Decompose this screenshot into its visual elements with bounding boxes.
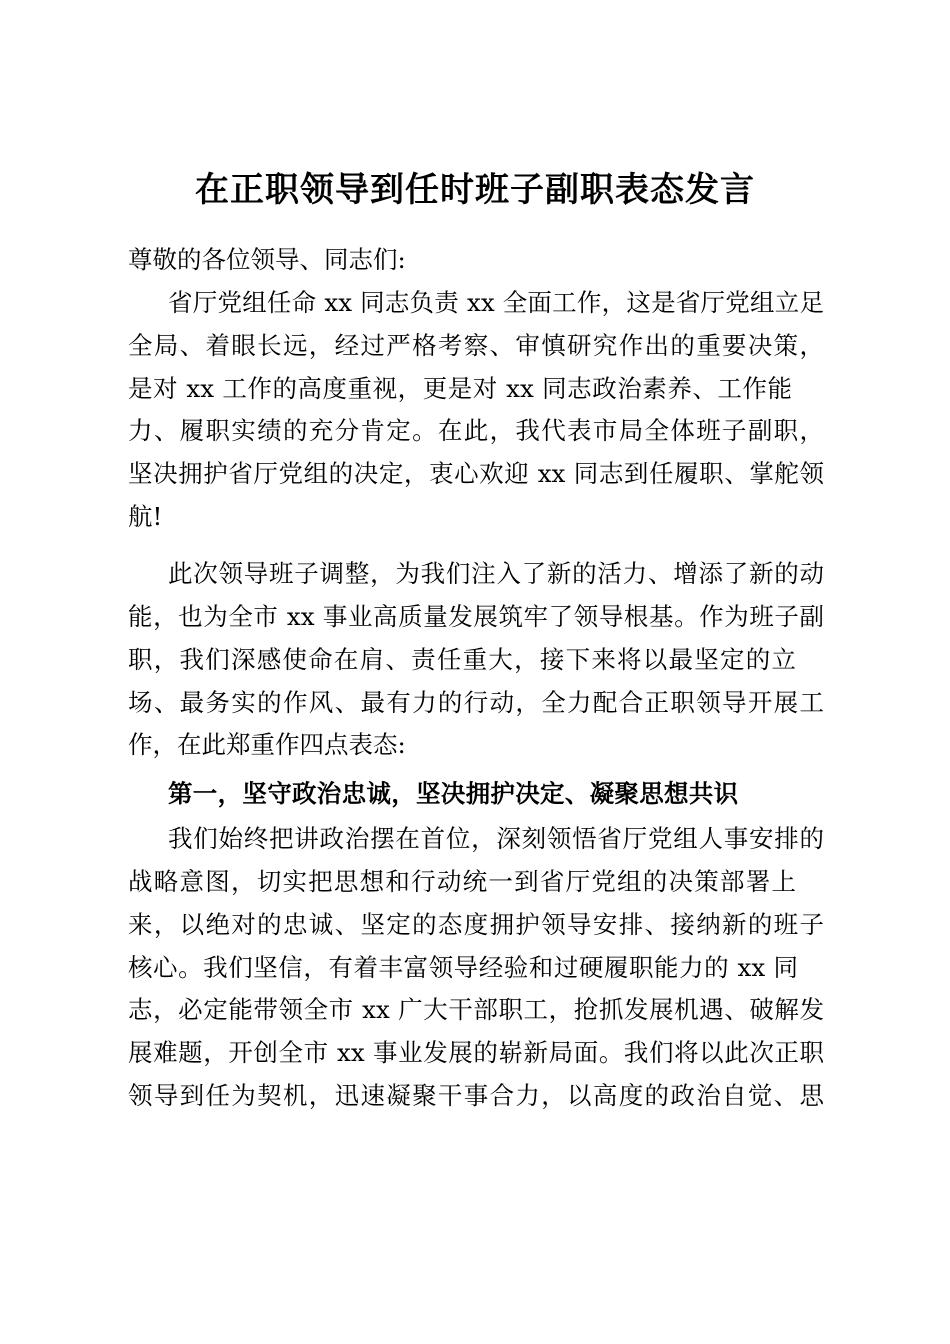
paragraph-2-line-1: 此次领导班子调整，为我们注入了新的活力、增添了新的动 bbox=[168, 559, 824, 588]
section-paragraph-line-1: 我们始终把讲政治摆在首位，深刻领悟省厅党组人事安排的 bbox=[168, 824, 824, 853]
paragraph-1-line-2: 全局、着眼长远，经过严格考察、审慎研究作出的重要决策， bbox=[128, 331, 824, 360]
section-paragraph-line-7: 领导到任为契机，迅速凝聚干事合力，以高度的政治自觉、思 bbox=[128, 1081, 824, 1110]
paragraph-1-line-4: 力、履职实绩的充分肯定。在此，我代表市局全体班子副职， bbox=[128, 416, 824, 445]
section-paragraph-line-4: 核心。我们坚信，有着丰富领导经验和过硬履职能力的 xx 同 bbox=[128, 953, 798, 982]
document-title: 在正职领导到任时班子副职表态发言 bbox=[195, 170, 755, 210]
paragraph-1-line-5: 坚决拥护省厅党组的决定，衷心欢迎 xx 同志到任履职、掌舵领 bbox=[128, 459, 824, 488]
paragraph-1-line-6: 航! bbox=[128, 502, 163, 531]
paragraph-1-line-3: 是对 xx 工作的高度重视，更是对 xx 同志政治素养、工作能 bbox=[128, 374, 792, 403]
section-paragraph-line-3: 来，以绝对的忠诚、坚定的态度拥护领导安排、接纳新的班子 bbox=[128, 910, 824, 939]
salutation: 尊敬的各位领导、同志们: bbox=[128, 245, 406, 274]
paragraph-1-line-1: 省厅党组任命 xx 同志负责 xx 全面工作，这是省厅党组立足 bbox=[168, 288, 824, 317]
paragraph-2-line-5: 作，在此郑重作四点表态: bbox=[128, 730, 406, 759]
section-paragraph-line-5: 志，必定能带领全市 xx 广大干部职工，抢抓发展机遇、破解发 bbox=[128, 995, 824, 1024]
paragraph-2-line-4: 场、最务实的作风、最有力的行动，全力配合正职领导开展工 bbox=[128, 688, 824, 717]
section-heading-1: 第一，坚守政治忠诚，坚决拥护决定、凝聚思想共识 bbox=[168, 779, 739, 808]
section-paragraph-line-2: 战略意图，切实把思想和行动统一到省厅党组的决策部署上 bbox=[128, 867, 796, 896]
paragraph-2-line-3: 职，我们深感使命在肩、责任重大，接下来将以最坚定的立 bbox=[128, 645, 796, 674]
section-paragraph-line-6: 展难题，开创全市 xx 事业发展的崭新局面。我们将以此次正职 bbox=[128, 1038, 824, 1067]
paragraph-2-line-2: 能，也为全市 xx 事业高质量发展筑牢了领导根基。作为班子副 bbox=[128, 602, 824, 631]
